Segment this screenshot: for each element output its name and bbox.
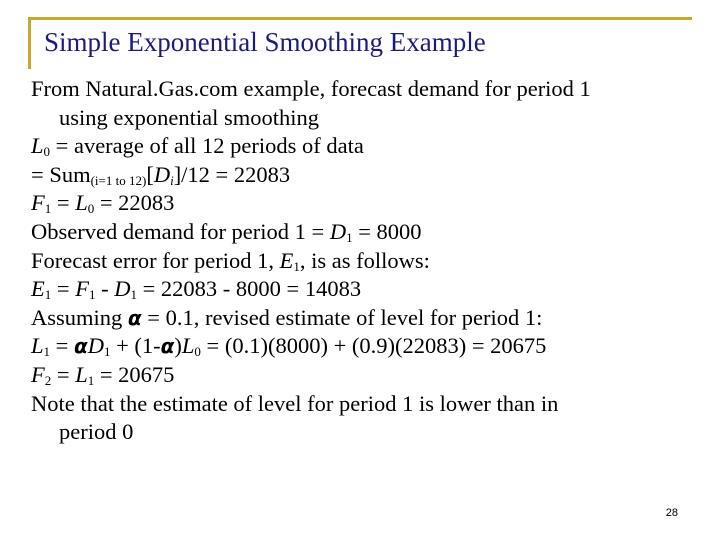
title-accent-line-left [28,17,31,69]
body-line-f1: $F_1 = L_0 = 22083$ [31,190,175,217]
page-number: 28 [665,507,678,519]
body-line-intro-continued: using exponential smoothing [59,104,319,130]
slide-body [31,75,691,447]
body-line-sum: = $Sum_{(i=1 to 12)}[D_i]/12 = 22083$ [31,161,291,188]
body-line-l0-definition: $L_0$ = average of all 12 periods of data [31,133,364,160]
title-accent-line-top [28,17,692,20]
body-line-l1: $L_1 = \alpha D_1 + (1-\alpha)L_0 = (0.1)(8000) + (0.9)(22083) = 20675$ [31,333,547,360]
body-line-assuming-alpha: Assuming α = 0.1, revised estimate of level for period 1: [31,304,543,330]
body-line-observed-demand: Observed demand for period $1 = D_1 = 8000$ [31,218,422,245]
slide-title: Simple Exponential Smoothing Example [44,27,486,57]
body-line-intro: From Natural.Gas.com example, forecast demand for period 1 [31,76,591,101]
body-line-e1: $E_1 = F_1 - D_1 = 22083 - 8000 = 14083$ [31,276,362,303]
body-line-note-continued: period 0 [59,419,134,445]
body-line-forecast-error-intro: Forecast error for period 1, $E_1$, is as follows: [31,247,430,274]
body-line-f2: $F_2 = L_1 = 20675$ [31,361,175,388]
body-line-note: Note that the estimate of level for period 1 is lower than in [31,390,559,416]
